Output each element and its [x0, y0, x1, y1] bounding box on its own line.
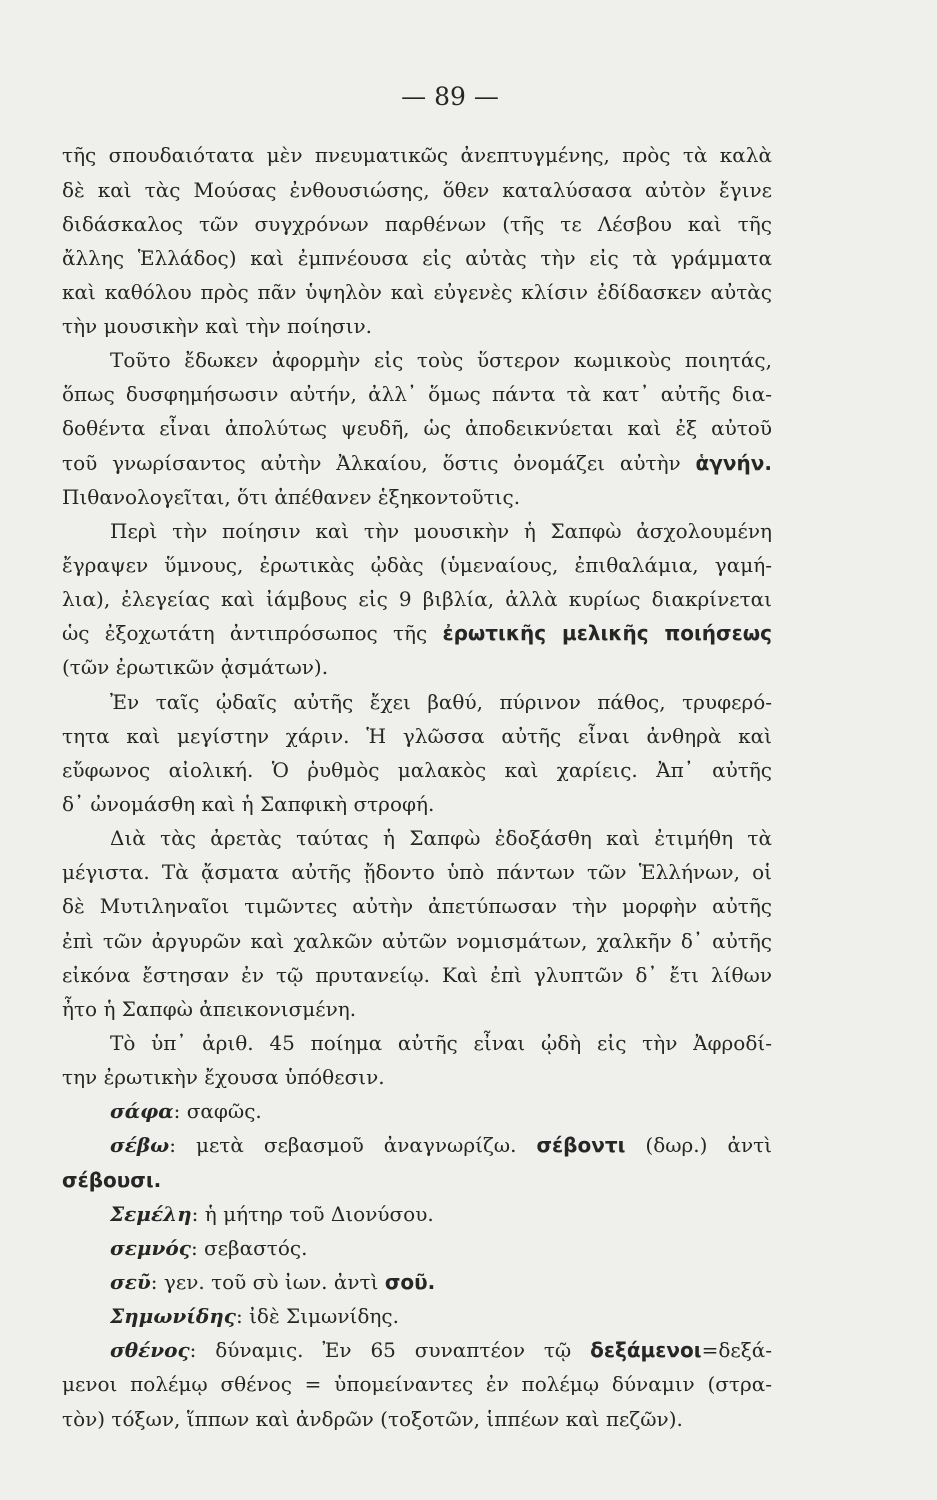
text-line: ἔγραψεν ὕμνους, ἐρωτικὰς ᾠδὰς (ὑμεναίους, ἐπιθαλάμια, γαμή-	[62, 553, 772, 577]
text-line: Τοῦτο ἔδωκεν ἀφορμὴν εἰς τοὺς ὕστερον κωμικοὺς ποιητάς,	[110, 348, 772, 372]
glossary-term: σθένος	[110, 1338, 190, 1362]
text-line: Περὶ τὴν ποίησιν καὶ τὴν μουσικὴν ἡ Σαπφὼ ἀσχολουμένη	[110, 519, 772, 543]
glossary-entry: Σεμέλη: ἡ μήτηρ τοῦ Διονύσου.	[110, 1202, 434, 1226]
text-line: μενοι πολέμῳ σθένος = ὑπομείναντες ἐν πολέμῳ δύναμιν (στρα-	[62, 1372, 772, 1396]
page-number: — 89 —	[401, 82, 499, 111]
text-line: διδάσκαλος τῶν συγχρόνων παρθένων (τῆς τε Λέσβου καὶ τῆς	[62, 212, 772, 236]
text-line: καὶ καθόλου πρὸς πᾶν ὑψηλὸν καὶ εὐγενὲς κλίσιν ἐδίδασκεν αὐτὰς	[62, 280, 772, 304]
text-line: ἄλλης Ἑλλάδος) καὶ ἐμπνέουσα εἰς αὐτὰς τὴν εἰς τὰ γράμματα	[62, 246, 772, 270]
text-line: ἐπὶ τῶν ἀργυρῶν καὶ χαλκῶν αὐτῶν νομισμάτων, χαλκῆν δ᾽ αὐτῆς	[62, 929, 772, 953]
glossary-entry: σεῦ: γεν. τοῦ σὺ ἰων. ἀντὶ σοῦ.	[110, 1270, 436, 1294]
text-line: μέγιστα. Τὰ ᾄσματα αὐτῆς ᾔδοντο ὑπὸ πάντων τῶν Ἑλλήνων, οἱ	[62, 860, 772, 884]
text-line: δὲ Μυτιληναῖοι τιμῶντες αὐτὴν ἀπετύπωσαν τὴν μορφὴν αὐτῆς	[62, 894, 772, 918]
text-line: τῆς σπουδαιότατα μὲν πνευματικῶς ἀνεπτυγμένης, πρὸς τὰ καλὰ	[62, 143, 772, 167]
text-line: δ᾽ ὠνομάσθη καὶ ἡ Σαπφικὴ στροφή.	[62, 792, 435, 816]
text-line: εὔφωνος αἰολική. Ὁ ῥυθμὸς μαλακὸς καὶ χαρίεις. Ἀπ᾽ αὐτῆς	[62, 758, 772, 782]
glossary-entry: σθένος: δύναμις. Ἐν 65 συναπτέον τῷ δεξάμενοι=δεξά-	[110, 1338, 772, 1362]
glossary-term: Σεμέλη	[110, 1202, 192, 1226]
glossary-term: σεμνός	[110, 1236, 191, 1260]
text-line: Τὸ ὑπ᾽ ἀριθ. 45 ποίημα αὐτῆς εἶναι ᾠδὴ εἰς τὴν Ἀφροδί-	[110, 1031, 772, 1055]
text-line: τητα καὶ μεγίστην χάριν. Ἡ γλῶσσα αὐτῆς εἶναι ἀνθηρὰ καὶ	[62, 724, 772, 748]
text-line: εἰκόνα ἔστησαν ἐν τῷ πρυτανείῳ. Καὶ ἐπὶ γλυπτῶν δ᾽ ἔτι λίθων	[62, 963, 772, 987]
bold-term: δεξάμενοι	[590, 1338, 702, 1362]
glossary-term: σέβω	[110, 1133, 170, 1157]
bold-term: ἁγνήν.	[695, 451, 772, 475]
text-line: Διὰ τὰς ἀρετὰς ταύτας ἡ Σαπφὼ ἐδοξάσθη καὶ ἐτιμήθη τὰ	[110, 826, 772, 850]
text-line: (τῶν ἐρωτικῶν ᾀσμάτων).	[62, 655, 329, 679]
text-line: τὸν) τόξων, ἵππων καὶ ἀνδρῶν (τοξοτῶν, ἱππέων καὶ πεζῶν).	[62, 1407, 683, 1431]
glossary-entry: σεμνός: σεβαστός.	[110, 1236, 308, 1260]
glossary-term: Σημωνίδης	[110, 1304, 236, 1328]
text-line: ὅπως δυσφημήσωσιν αὐτήν, ἀλλ᾽ ὅμως πάντα τὰ κατ᾽ αὐτῆς δια-	[62, 382, 772, 406]
glossary-entry: Σημωνίδης: ἰδὲ Σιμωνίδης.	[110, 1304, 399, 1328]
bold-term: σέβουσι.	[62, 1168, 162, 1192]
text-line: δοθέντα εἶναι ἀπολύτως ψευδῆ, ὡς ἀποδεικνύεται καὶ ἐξ αὐτοῦ	[62, 416, 772, 440]
text-line: ἦτο ἡ Σαπφὼ ἀπεικονισμένη.	[62, 997, 357, 1021]
text-line: τὴν μουσικὴν καὶ τὴν ποίησιν.	[62, 314, 373, 338]
text-line	[62, 1162, 772, 1198]
text-line: ὡς ἐξοχωτάτη ἀντιπρόσωπος τῆς ἐρωτικῆς μελικῆς ποιήσεως	[62, 621, 772, 645]
text-line: τοῦ γνωρίσαντος αὐτὴν Ἀλκαίου, ὅστις ὀνομάζει αὐτὴν ἁγνήν.	[62, 451, 772, 475]
bold-term: σοῦ.	[384, 1270, 436, 1294]
text-line: Ἐν ταῖς ᾠδαῖς αὐτῆς ἔχει βαθύ, πύρινον πάθος, τρυφερό-	[110, 690, 772, 714]
text-line: λια), ἐλεγείας καὶ ἰάμβους εἰς 9 βιβλία, ἀλλὰ κυρίως διακρίνεται	[62, 587, 772, 611]
glossary-entry: σέβω: μετὰ σεβασμοῦ ἀναγνωρίζω. σέβοντι (δωρ.) ἀντὶ	[110, 1133, 772, 1157]
bold-term: σέβοντι	[536, 1133, 626, 1157]
bold-term: ἐρωτικῆς μελικῆς ποιήσεως	[442, 621, 772, 645]
text-line: Πιθανολογεῖται, ὅτι ἀπέθανεν ἑξηκοντοῦτις.	[62, 485, 521, 509]
text-line: την ἐρωτικὴν ἔχουσα ὑπόθεσιν.	[62, 1065, 385, 1089]
glossary-term: σεῦ	[110, 1270, 151, 1294]
text-line: δὲ καὶ τὰς Μούσας ἐνθουσιώσης, ὅθεν καταλύσασα αὐτὸν ἔγινε	[62, 178, 772, 202]
glossary-term: σάφα	[110, 1099, 174, 1123]
glossary-entry: σάφα: σαφῶς.	[110, 1099, 262, 1123]
